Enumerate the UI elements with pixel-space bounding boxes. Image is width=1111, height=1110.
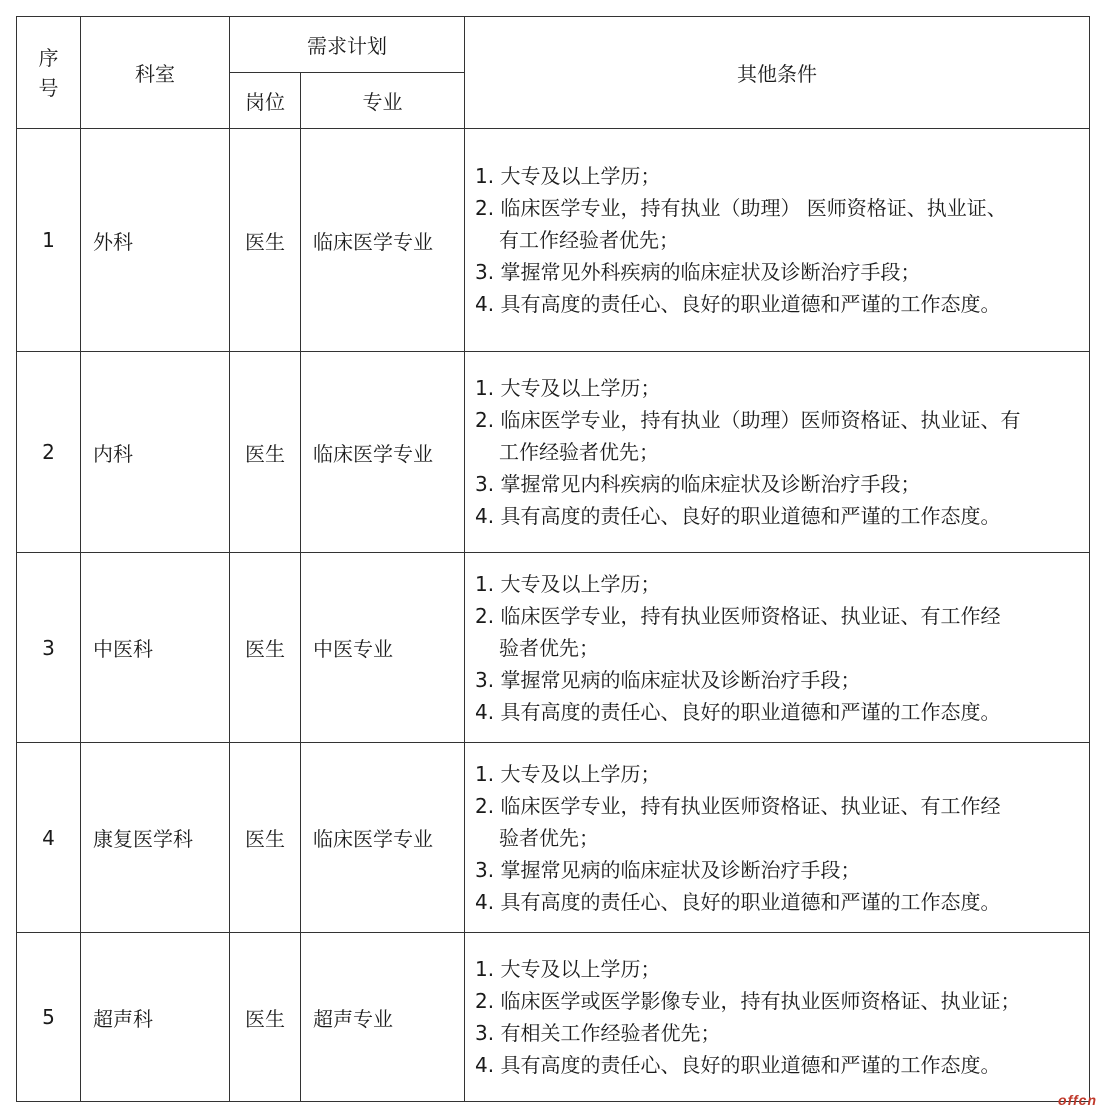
condition-line: 1. 大专及以上学历； <box>475 761 661 786</box>
table-row <box>17 743 1090 933</box>
condition-line: 4. 具有高度的责任心、良好的职业道德和严谨的工作态度。 <box>475 699 1001 724</box>
row-major: 中医专业 <box>301 553 465 743</box>
row-index: 4 <box>17 743 81 933</box>
condition-line: 2. 临床医学专业，持有执业（助理） 医师资格证、执业证、 <box>475 196 1007 220</box>
table-row <box>17 352 1090 553</box>
condition-line: 2. 临床医学专业，持有执业（助理）医师资格证、执业证、有 <box>475 408 1021 432</box>
condition-line: 4. 具有高度的责任心、良好的职业道德和严谨的工作态度。 <box>475 504 1001 528</box>
seq-header <box>17 17 81 129</box>
recruitment-table <box>16 16 1090 1102</box>
row-dept: 外科 <box>81 129 230 352</box>
row-conditions <box>465 933 1090 1102</box>
condition-line: 2. 临床医学或医学影像专业，持有执业医师资格证、执业证； <box>475 989 1021 1013</box>
seq-header-line-1: 序 <box>38 45 59 70</box>
row-index: 2 <box>17 352 81 553</box>
row-index: 1 <box>17 129 81 352</box>
row-index: 3 <box>17 553 81 743</box>
table-body <box>17 129 1090 1102</box>
row-major: 超声专业 <box>301 933 465 1102</box>
row-dept: 康复医学科 <box>81 743 230 933</box>
row-position: 医生 <box>230 933 301 1102</box>
position-header: 岗位 <box>230 73 301 129</box>
condition-line: 3. 掌握常见外科疾病的临床症状及诊断治疗手段； <box>475 260 921 284</box>
condition-line: 1. 大专及以上学历； <box>475 957 661 981</box>
row-conditions <box>465 129 1090 352</box>
condition-line: 4. 具有高度的责任心、良好的职业道德和严谨的工作态度。 <box>475 1053 1001 1077</box>
condition-line: 验者优先； <box>499 635 599 660</box>
row-position: 医生 <box>230 553 301 743</box>
row-position: 医生 <box>230 129 301 352</box>
row-major: 临床医学专业 <box>301 743 465 933</box>
dept-header: 科室 <box>81 17 230 129</box>
table-row <box>17 933 1090 1102</box>
condition-line: 2. 临床医学专业，持有执业医师资格证、执业证、有工作经 <box>475 603 1001 628</box>
conditions-header: 其他条件 <box>465 17 1090 129</box>
row-major: 临床医学专业 <box>301 352 465 553</box>
row-position: 医生 <box>230 743 301 933</box>
condition-line: 工作经验者优先； <box>499 440 659 464</box>
seq-header-line-2: 号 <box>38 75 59 100</box>
row-conditions <box>465 743 1090 933</box>
condition-line: 3. 掌握常见病的临床症状及诊断治疗手段； <box>475 667 861 692</box>
condition-line: 验者优先； <box>499 825 599 850</box>
condition-line: 4. 具有高度的责任心、良好的职业道德和严谨的工作态度。 <box>475 292 1001 316</box>
condition-line: 3. 掌握常见内科疾病的临床症状及诊断治疗手段； <box>475 472 921 496</box>
major-header: 专业 <box>301 73 465 129</box>
condition-line: 有工作经验者优先； <box>499 228 679 252</box>
condition-line: 1. 大专及以上学历； <box>475 376 661 400</box>
row-conditions <box>465 553 1090 743</box>
condition-line: 2. 临床医学专业，持有执业医师资格证、执业证、有工作经 <box>475 793 1001 818</box>
row-dept: 中医科 <box>81 553 230 743</box>
header-row-top <box>17 17 1090 73</box>
watermark-logo: offcn <box>1058 1092 1097 1108</box>
condition-line: 1. 大专及以上学历； <box>475 164 661 188</box>
row-position: 医生 <box>230 352 301 553</box>
condition-line: 3. 有相关工作经验者优先； <box>475 1021 721 1045</box>
row-index: 5 <box>17 933 81 1102</box>
condition-line: 4. 具有高度的责任心、良好的职业道德和严谨的工作态度。 <box>475 889 1001 914</box>
row-major: 临床医学专业 <box>301 129 465 352</box>
plan-header: 需求计划 <box>230 17 465 73</box>
condition-line: 1. 大专及以上学历； <box>475 571 661 596</box>
row-dept: 内科 <box>81 352 230 553</box>
row-dept: 超声科 <box>81 933 230 1102</box>
condition-line: 3. 掌握常见病的临床症状及诊断治疗手段； <box>475 857 861 882</box>
table-row <box>17 553 1090 743</box>
table-row <box>17 129 1090 352</box>
row-conditions <box>465 352 1090 553</box>
